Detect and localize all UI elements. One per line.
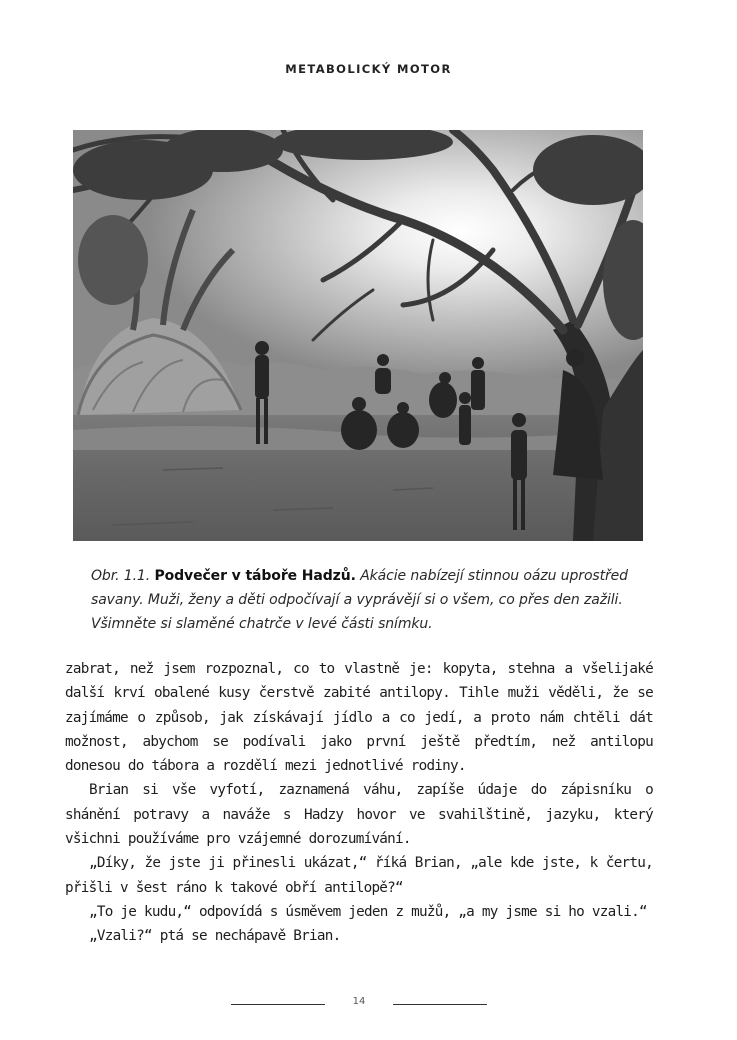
body-paragraph: „Díky, že jste ji přinesli ukázat,“ říká Brian, „ale kde jste, k čertu, přišli v šest ráno k takové obří antilopě?“ <box>65 855 653 896</box>
page-number: 14 <box>352 996 366 1007</box>
body-paragraph: „Vzali?“ ptá se nechápavě Brian. <box>89 928 341 945</box>
figure-number: Obr. 1.1. <box>91 568 151 584</box>
figure-photo <box>73 130 643 541</box>
figure-caption <box>91 564 651 636</box>
body-paragraph: zabrat, než jsem rozpoznal, co to vlastně je: kopyta, stehna a všelijaké další krví obalené kusy čerstvě zabité antilopy. Tihle muži věděli, že se zajímáme o způsob, jak získávají jídlo a co jedí, a proto nám chtěli dát možnost, abychom se podívali jako první ještě předtím, než antilopu donesou do tábora a rozdělí mezi jednotlivé rodiny. <box>65 661 653 775</box>
figure-caption-text: Akácie nabízejí stinnou oázu uprostřed savany. Muži, ženy a děti odpočívají a vyprávějí si o všem, co přes den zažili. Všimněte si slaměné chatrče v levé části snímku. <box>91 568 628 632</box>
body-paragraph: „To je kudu,“ odpovídá s úsměvem jeden z mužů, „a my jsme si ho vzali.“ <box>89 903 647 920</box>
footer-rule-right <box>393 1004 487 1005</box>
body-text <box>65 657 653 949</box>
footer-rule-left <box>231 1004 325 1005</box>
body-paragraph: Brian si vše vyfotí, zaznamená váhu, zapíše údaje do zápisníku o shánění potravy a naváže s Hadzy hovor ve svahilštině, jazyku, který všichni používáme pro vzájemné dorozumívání. <box>65 782 653 848</box>
figure-title: Podvečer v táboře Hadzů. <box>154 568 356 584</box>
savanna-camp-photo <box>73 130 643 541</box>
running-head: METABOLICKÝ MOTOR <box>285 62 452 76</box>
page-footer <box>0 994 737 1014</box>
